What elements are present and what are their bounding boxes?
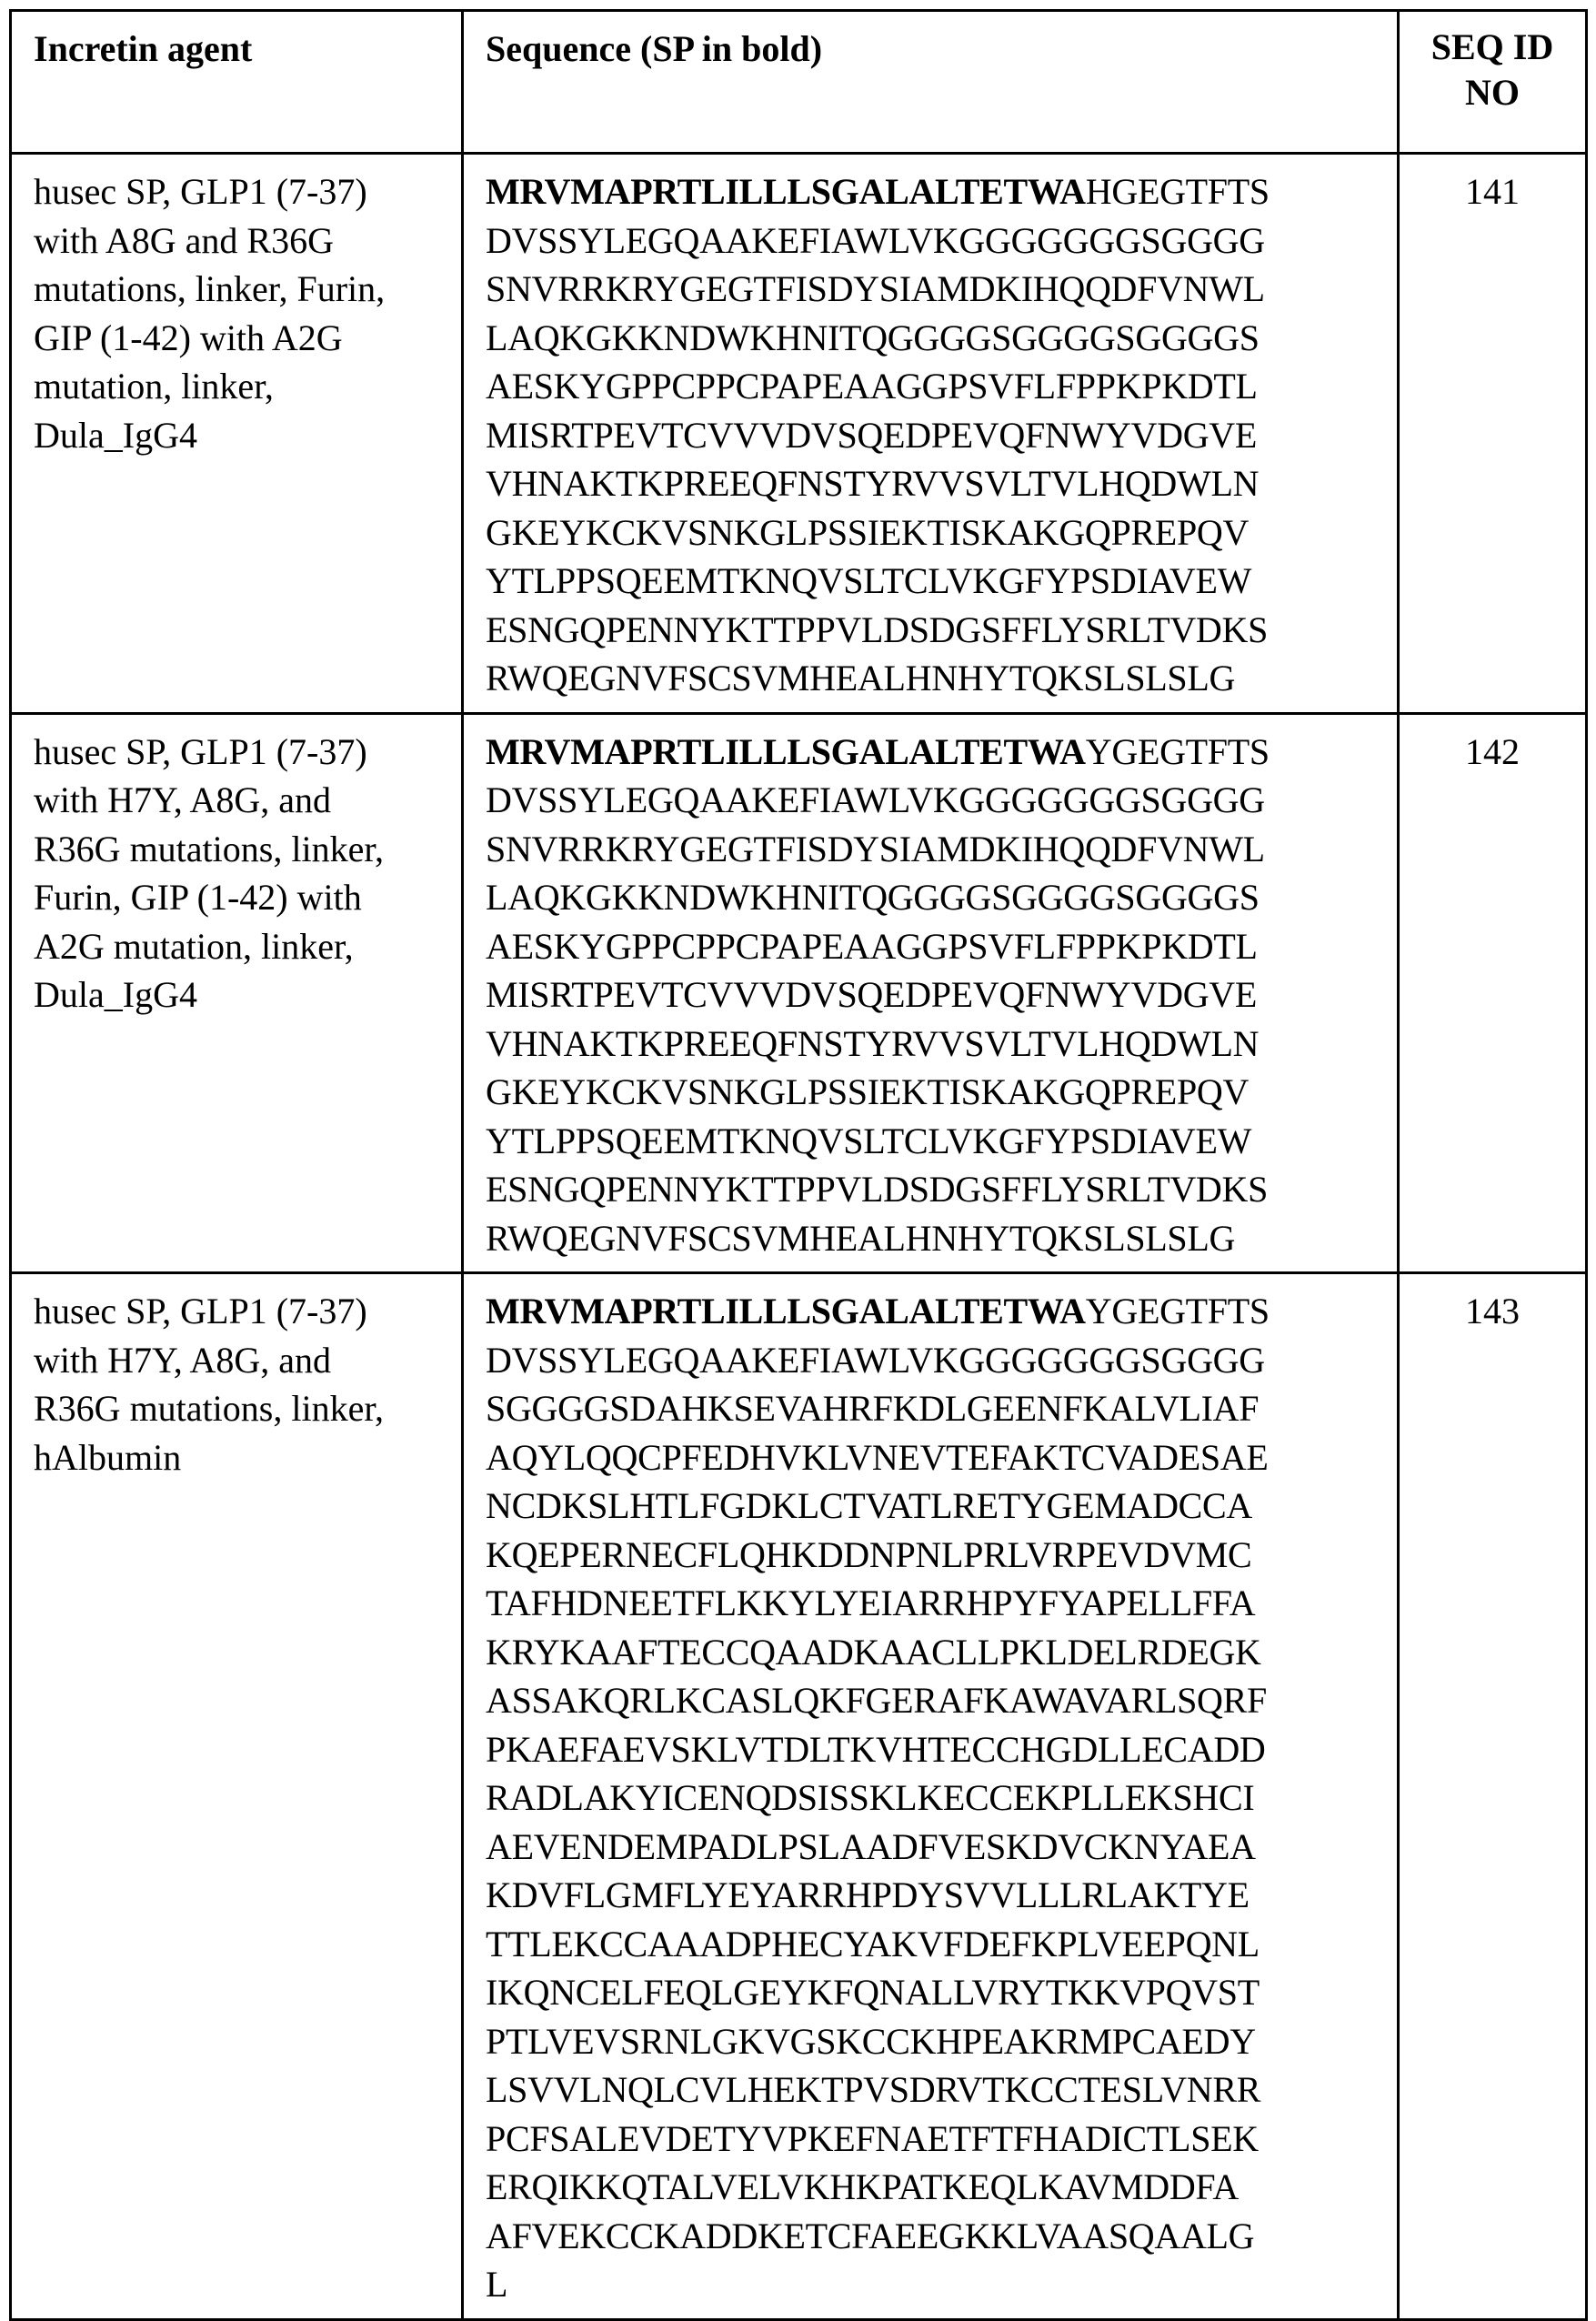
sequence-line: LAQKGKKNDWKHNITQGGGGSGGGGSGGGGS [486,877,1260,918]
sequence-line [486,1287,1384,1336]
sequence-line: GKEYKCKVSNKGLPSSIEKTISKAKGQPREPQV [486,1071,1250,1112]
sequence-line: SNVRRKRYGEGTFISDYSIAMDKIHQQDFVNWL [486,828,1265,869]
sequence-line: VHNAKTKPREEQFNSTYRVVSVLTVLHQDWLN [486,1022,1260,1064]
sequence-line: RWQEGNVFSCSVMHEALHNHYTQKSLSLSLG [486,658,1236,698]
sequence-line: AESKYGPPCPPCPAPEAAGGPSVFLFPPKPKDTL [486,366,1258,407]
agent-line: husec SP, GLP1 (7-37) [34,171,367,212]
sequence-line: IKQNCELFEQLGEYKFQNALLVRYTKKVPQVST [486,1972,1260,2013]
signal-peptide: MRVMAPRTLILLLSGALALTETWA [486,730,1086,772]
agent-line: R36G mutations, linker, [34,828,385,869]
sequence-line: RADLAKYICENQDSISSKLKECCEKPLLEKSHCI [486,1777,1255,1818]
sequence-line: AEVENDEMPADLPSLAADFVESKDVCKNYAEA [486,1825,1256,1867]
sequence-line: GKEYKCKVSNKGLPSSIEKTISKAKGQPREPQV [486,511,1250,553]
sequence-line: LAQKGKKNDWKHNITQGGGGSGGGGSGGGGS [486,316,1260,358]
agent-line: Furin, GIP (1-42) with [34,877,362,918]
agent-line: Dula_IgG4 [34,414,197,456]
sequence-line: PCFSALEVDETYVPKEFNAETFTFHADICTLSEK [486,2117,1259,2159]
sequence-line: DVSSYLEGQAAKEFIAWLVKGGGGGGGSGGGG [486,1339,1265,1381]
sequence-line [486,167,1384,216]
sequence-line: LSVVLNQLCVLHEKTPVSDRVTKCCTESLVNRR [486,2069,1261,2110]
sequence-text: YGEGTFTS [1085,1291,1270,1331]
agent-line: R36G mutations, linker, [34,1388,385,1429]
table-row [11,154,1587,714]
sequence-line: DVSSYLEGQAAKEFIAWLVKGGGGGGGSGGGG [486,219,1265,261]
sequence-line: SGGGGSDAHKSEVAHRFKDLGEENFKALVLIAF [486,1388,1260,1429]
agent-line: Dula_IgG4 [34,974,197,1015]
sequence-line: SNVRRKRYGEGTFISDYSIAMDKIHQQDFVNWL [486,268,1265,309]
sequence-line: AESKYGPPCPPCPAPEAAGGPSVFLFPPKPKDTL [486,925,1258,967]
sequence-text: HGEGTFTS [1085,171,1270,212]
agent-line: with H7Y, A8G, and [34,779,332,820]
agent-line: with A8G and R36G [34,219,334,261]
sequence-line: AQYLQQCPFEDHVKLVNEVTEFAKTCVADESAE [486,1436,1269,1478]
sequence-line: PTLVEVSRNLGKVGSKCCKHPEAKRMPCAEDY [486,2020,1256,2062]
header-seq-id: SEQ ID NO [1399,11,1587,154]
agent-line: GIP (1-42) with A2G [34,316,343,358]
sequence-line: YTLPPSQEEMTKNQVSLTCLVKGFYPSDIAVEW [486,1120,1252,1161]
table-row [11,1273,1587,2320]
agent-line: mutations, linker, Furin, [34,268,386,309]
sequence-line: L [486,2264,508,2305]
sequence-table [9,9,1588,2321]
sequence-line: ERQIKKQTALVELVKHKPATKEQLKAVMDDFA [486,2166,1239,2207]
agent-line: A2G mutation, linker, [34,925,354,967]
sequence-cell [463,713,1399,1273]
sequence-cell [463,1273,1399,2320]
header-incretin-agent: Incretin agent [11,11,463,154]
sequence-line: KDVFLGMFLYEYARRHPDYSVVLLLRLAKTYE [486,1874,1250,1915]
header-row [11,11,1587,154]
sequence-line: DVSSYLEGQAAKEFIAWLVKGGGGGGGSGGGG [486,779,1265,820]
agent-line: mutation, linker, [34,366,274,407]
header-sequence: Sequence (SP in bold) [463,11,1399,154]
agent-cell [11,1273,463,2320]
sequence-text: YGEGTFTS [1085,730,1270,772]
sequence-line: MISRTPEVTCVVVDVSQEDPEVQFNWYVDGVE [486,974,1258,1015]
sequence-line: AFVEKCCKADDKETCFAEEGKKLVAASQAALG [486,2215,1255,2256]
sequence-line: YTLPPSQEEMTKNQVSLTCLVKGFYPSDIAVEW [486,560,1252,601]
sequence-line: ESNGQPENNYKTTPPVLDSDGSFFLYSRLTVDKS [486,608,1269,650]
seq-id-cell: 143 [1399,1273,1587,2320]
sequence-line: KRYKAAFTECCQAADKAACLLPKLDELRDEGK [486,1631,1261,1673]
agent-cell [11,713,463,1273]
sequence-line: ASSAKQRLKCASLQKFGERAFKAWAVARLSQRF [486,1680,1267,1721]
agent-line: hAlbumin [34,1436,182,1478]
sequence-line: PKAEFAEVSKLVTDLTKVHTECCHGDLLECADD [486,1728,1266,1770]
sequence-line [486,728,1384,777]
sequence-line: NCDKSLHTLFGDKLCTVATLRETYGEMADCCA [486,1485,1253,1526]
table-row [11,713,1587,1273]
agent-line: husec SP, GLP1 (7-37) [34,730,367,772]
sequence-line: KQEPERNECFLQHKDDNPNLPRLVRPEVDVMC [486,1533,1252,1575]
sequence-line: RWQEGNVFSCSVMHEALHNHYTQKSLSLSLG [486,1217,1236,1259]
agent-line: with H7Y, A8G, and [34,1339,332,1381]
sequence-line: MISRTPEVTCVVVDVSQEDPEVQFNWYVDGVE [486,414,1258,456]
sequence-cell [463,154,1399,714]
sequence-line: ESNGQPENNYKTTPPVLDSDGSFFLYSRLTVDKS [486,1169,1269,1210]
signal-peptide: MRVMAPRTLILLLSGALALTETWA [486,1291,1086,1331]
sequence-line: VHNAKTKPREEQFNSTYRVVSVLTVLHQDWLN [486,463,1260,504]
agent-line: husec SP, GLP1 (7-37) [34,1291,367,1331]
seq-id-cell: 142 [1399,713,1587,1273]
signal-peptide: MRVMAPRTLILLLSGALALTETWA [486,171,1086,212]
sequence-line: TTLEKCCAAADPHECYAKVFDEFKPLVEEPQNL [486,1923,1260,1964]
seq-id-cell: 141 [1399,154,1587,714]
sequence-line: TAFHDNEETFLKKYLYEIARRHPYFYAPELLFFA [486,1582,1256,1623]
agent-cell [11,154,463,714]
